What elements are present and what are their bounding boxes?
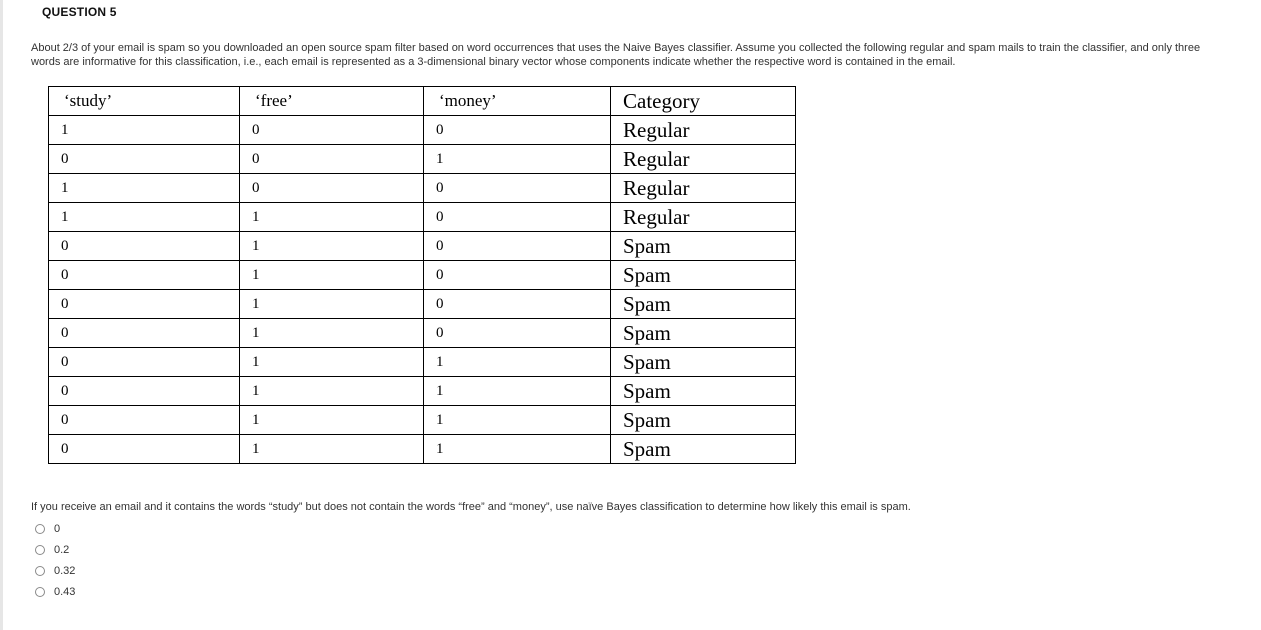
cell-study: 0 <box>49 406 240 435</box>
cell-study: 0 <box>49 348 240 377</box>
question-ask: If you receive an email and it contains the words “study” but does not contain the words “free” and “money”, use naïve Bayes classification to determine how likely this email is spam. <box>31 501 911 513</box>
cell-free: 1 <box>240 290 424 319</box>
cell-free: 1 <box>240 377 424 406</box>
cell-category: Spam <box>611 348 796 377</box>
cell-money: 0 <box>424 290 611 319</box>
cell-study: 0 <box>49 145 240 174</box>
radio-button[interactable] <box>35 566 45 576</box>
cell-free: 1 <box>240 435 424 464</box>
cell-money: 1 <box>424 145 611 174</box>
header-money: ‘money’ <box>424 87 611 116</box>
cell-free: 1 <box>240 232 424 261</box>
cell-money: 0 <box>424 261 611 290</box>
table-row <box>49 435 796 464</box>
radio-button[interactable] <box>35 545 45 555</box>
option-label: 0 <box>54 522 61 535</box>
radio-button[interactable] <box>35 587 45 597</box>
cell-category: Regular <box>611 145 796 174</box>
header-study: ‘study’ <box>49 87 240 116</box>
cell-free: 1 <box>240 261 424 290</box>
cell-category: Spam <box>611 435 796 464</box>
table-row <box>49 377 796 406</box>
answer-option[interactable] <box>35 539 75 560</box>
question-title: QUESTION 5 <box>42 5 117 19</box>
table-row <box>49 319 796 348</box>
cell-money: 0 <box>424 116 611 145</box>
cell-study: 0 <box>49 232 240 261</box>
cell-study: 1 <box>49 174 240 203</box>
cell-money: 1 <box>424 406 611 435</box>
table-row <box>49 174 796 203</box>
table-row <box>49 348 796 377</box>
cell-free: 0 <box>240 116 424 145</box>
cell-free: 0 <box>240 145 424 174</box>
cell-category: Spam <box>611 290 796 319</box>
cell-category: Regular <box>611 116 796 145</box>
answer-options <box>35 518 75 602</box>
cell-category: Spam <box>611 319 796 348</box>
cell-study: 0 <box>49 261 240 290</box>
cell-free: 1 <box>240 203 424 232</box>
table-row <box>49 203 796 232</box>
header-divider <box>6 29 1261 30</box>
cell-study: 0 <box>49 290 240 319</box>
training-data-table <box>48 86 796 464</box>
table-row <box>49 261 796 290</box>
cell-study: 0 <box>49 377 240 406</box>
cell-category: Regular <box>611 174 796 203</box>
option-label: 0.32 <box>54 564 76 577</box>
answer-option[interactable] <box>35 518 75 539</box>
option-label: 0.43 <box>54 585 76 598</box>
radio-button[interactable] <box>35 524 45 534</box>
table-header-row <box>49 87 796 116</box>
header-category: Category <box>611 87 796 116</box>
option-label: 0.2 <box>54 543 70 556</box>
cell-study: 0 <box>49 319 240 348</box>
answer-option[interactable] <box>35 581 75 602</box>
cell-free: 1 <box>240 406 424 435</box>
cell-money: 0 <box>424 232 611 261</box>
table-row <box>49 232 796 261</box>
cell-money: 1 <box>424 377 611 406</box>
cell-money: 0 <box>424 203 611 232</box>
cell-study: 0 <box>49 435 240 464</box>
table-row <box>49 145 796 174</box>
cell-study: 1 <box>49 203 240 232</box>
answer-option[interactable] <box>35 560 75 581</box>
cell-study: 1 <box>49 116 240 145</box>
cell-money: 1 <box>424 348 611 377</box>
cell-category: Regular <box>611 203 796 232</box>
cell-money: 1 <box>424 435 611 464</box>
header-free: ‘free’ <box>240 87 424 116</box>
table-row <box>49 290 796 319</box>
cell-category: Spam <box>611 377 796 406</box>
cell-money: 0 <box>424 319 611 348</box>
cell-free: 1 <box>240 348 424 377</box>
cell-category: Spam <box>611 232 796 261</box>
question-prompt: About 2/3 of your email is spam so you downloaded an open source spam filter based on word occurrences that uses the Naive Bayes classifier. Assume you collected the following regular and spam mails to train the classifier, and only three words are informative for this classification, i.e., each email is represented as a 3-dimensional binary vector whose components indicate whether the respective word is contained in the email. <box>31 42 1201 68</box>
cell-money: 0 <box>424 174 611 203</box>
cell-category: Spam <box>611 406 796 435</box>
cell-free: 1 <box>240 319 424 348</box>
cell-free: 0 <box>240 174 424 203</box>
table-row <box>49 116 796 145</box>
table-row <box>49 406 796 435</box>
cell-category: Spam <box>611 261 796 290</box>
